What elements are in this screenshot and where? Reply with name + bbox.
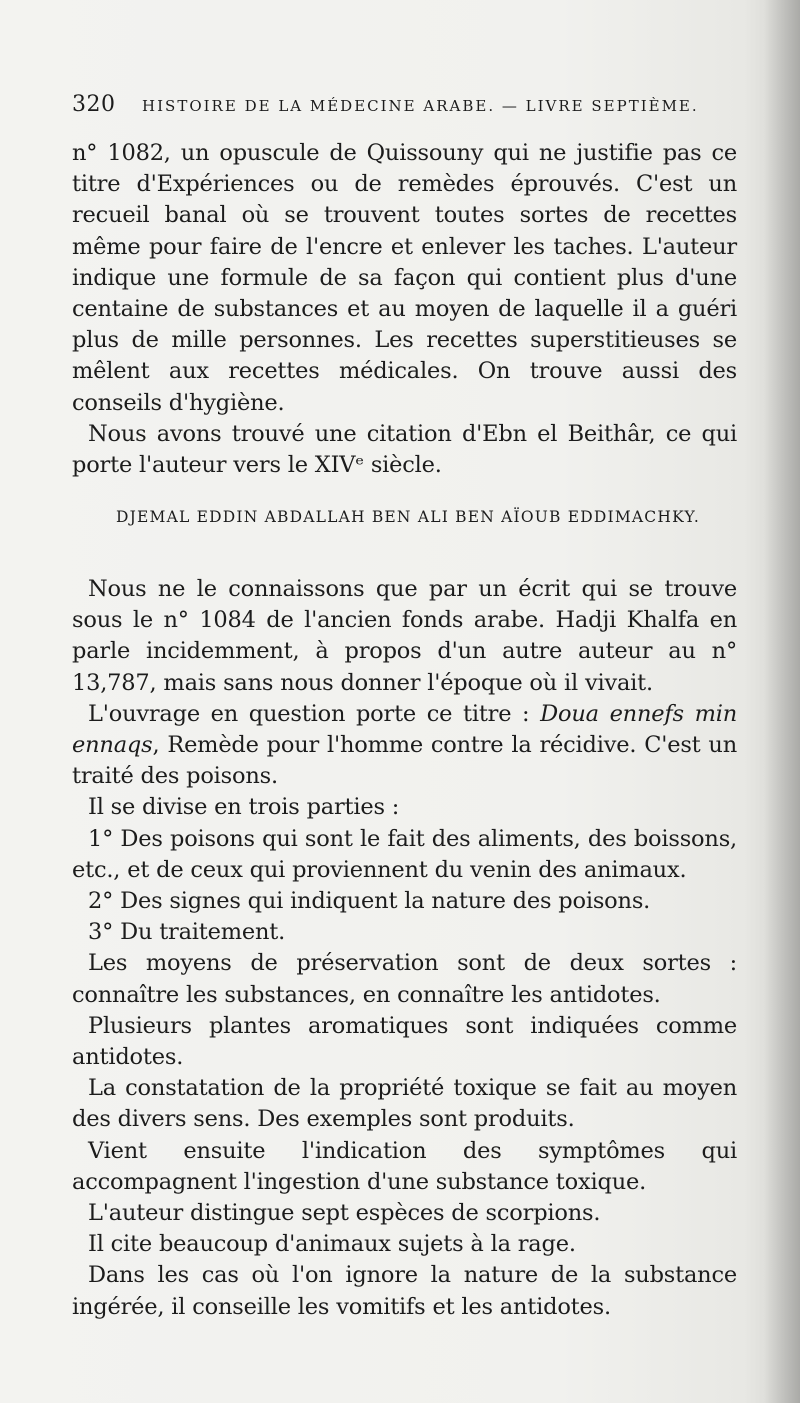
- text-block-continuation: [72, 138, 737, 481]
- paragraph: n° 1082, un opuscule de Quissouny qui ne justifie pas ce titre d'Expériences ou de remèdes éprouvés. C'est un recueil banal où se trouvent toutes sortes de recettes même pour faire de l'encre et enlever les taches. L'auteur indique une formule de sa façon qui contient plus d'une centaine de substances et au moyen de laquelle il a guéri plus de mille personnes. Les recettes superstitieuses se mêlent aux recettes médicales. On trouve aussi des conseils d'hygiène.: [72, 140, 737, 416]
- paragraph: Nous ne le connaissons que par un écrit qui se trouve sous le n° 1084 de l'ancien fonds arabe. Hadji Khalfa en parle incidemment, à propos d'un autre auteur au n° 13,787, mais sans nous donner l'époque où il vivait.: [72, 576, 737, 696]
- paragraph: La constatation de la propriété toxique se fait au moyen des divers sens. Des exemples sont produits.: [72, 1075, 737, 1133]
- page-number: 320: [72, 92, 116, 117]
- paragraph: L'auteur distingue sept espèces de scorpions.: [88, 1200, 601, 1227]
- paragraph: Il cite beaucoup d'animaux sujets à la rage.: [88, 1231, 576, 1258]
- running-header: [72, 92, 704, 117]
- paragraph: Vient ensuite l'indication des symptômes qui accompagnent l'ingestion d'une substance toxique.: [72, 1137, 737, 1195]
- text-run: , Remède pour l'homme contre la récidive. C'est un traité des poisons.: [72, 732, 737, 790]
- paragraph: Il se divise en trois parties :: [88, 794, 400, 821]
- paragraph: Les moyens de préservation sont de deux sortes : connaître les substances, en connaître les antidotes.: [72, 950, 737, 1008]
- section-heading: DJEMAL EDDIN ABDALLAH BEN ALI BEN AÏOUB EDDIMACHKY.: [115, 508, 701, 526]
- paragraph: Dans les cas où l'on ignore la nature de la substance ingérée, il conseille les vomitifs et les antidotes.: [72, 1262, 737, 1320]
- running-title: HISTOIRE DE LA MÉDECINE ARABE. — LIVRE SEPTIÈME.: [142, 97, 699, 115]
- text-block-section: [72, 574, 737, 1323]
- text-run: L'ouvrage en question porte ce titre :: [88, 700, 541, 727]
- paragraph: Plusieurs plantes aromatiques sont indiquées comme antidotes.: [72, 1012, 737, 1071]
- paragraph: Nous avons trouvé une citation d'Ebn el Beithâr, ce qui porte l'auteur vers le XIVᵉ siècle.: [72, 420, 737, 479]
- list-item: 3° Du traitement.: [88, 919, 286, 946]
- paragraph-with-title: [72, 699, 737, 793]
- work-title: Doua ennefs min ennaqs: [72, 700, 737, 759]
- list-item: 2° Des signes qui indiquent la nature des poisons.: [88, 888, 651, 915]
- page-edge-shadow: [764, 0, 800, 1403]
- list-item: 1° Des poisons qui sont le fait des aliments, des boissons, etc., et de ceux qui proviennent du venin des animaux.: [72, 825, 737, 883]
